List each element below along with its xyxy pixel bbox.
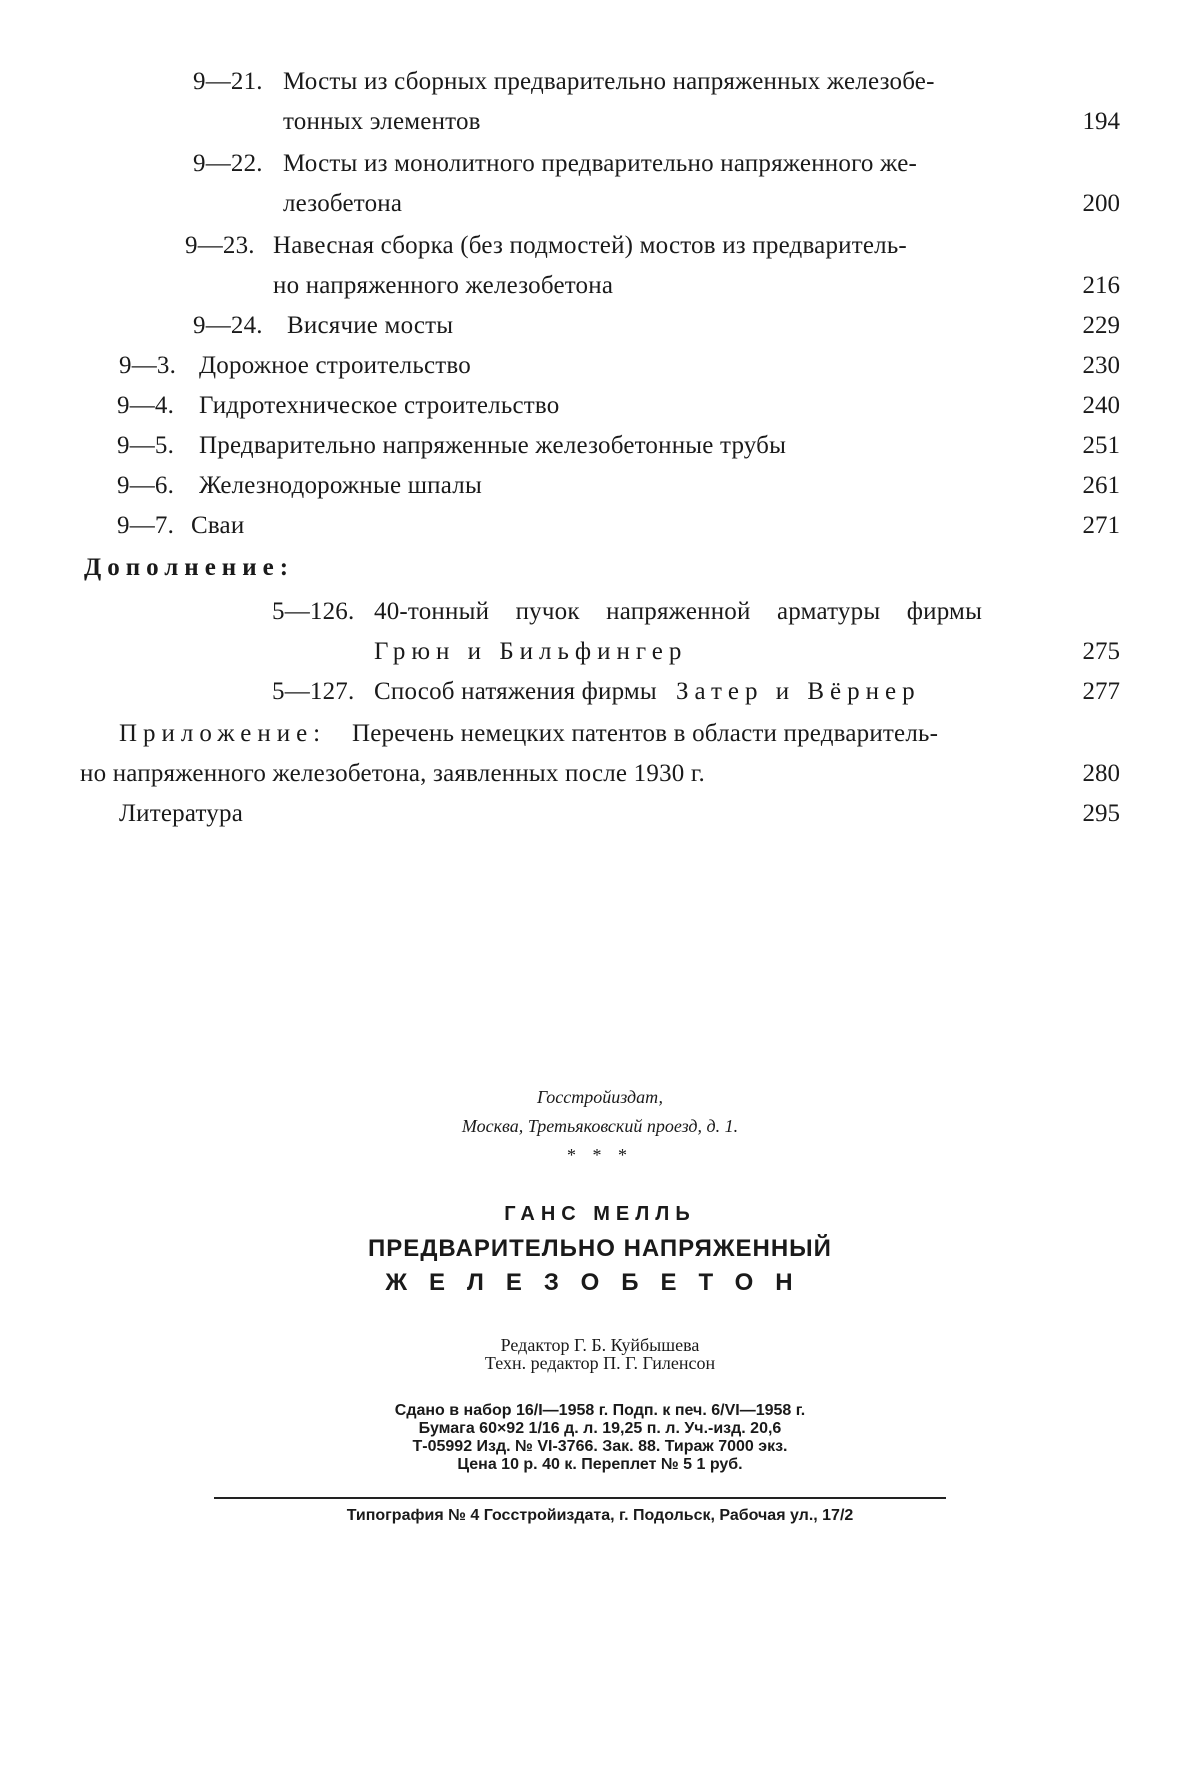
supplement-entry-number: 5—127.: [272, 678, 355, 705]
book-title-line2: ЖЕЛЕЗОБЕТОН: [385, 1269, 815, 1296]
toc-page-number: 216: [1082, 272, 1120, 299]
toc-entry-title: Гидротехническое строительство: [199, 392, 560, 419]
toc-page-number: 251: [1082, 432, 1120, 459]
tech-editor-credit: Техн. редактор П. Г. Гиленсон: [484, 1353, 716, 1373]
print-meta-line: Т-05992 Изд. № VI-3766. Зак. 88. Тираж 7000 экз.: [412, 1438, 788, 1455]
toc-entry-title: Мосты из сборных предварительно напряженных железобе-: [283, 68, 935, 95]
toc-entry-number: 9—5.: [117, 432, 175, 459]
toc-entry-number: 9—23.: [185, 232, 255, 259]
printer-line: Типография № 4 Госстройиздата, г. Подольск, Рабочая ул., 17/2: [346, 1507, 854, 1524]
toc-page-number: 230: [1082, 352, 1120, 379]
editor-credit: Редактор Г. Б. Куйбышева: [500, 1335, 700, 1355]
toc-entry-title: Висячие мосты: [287, 312, 454, 339]
print-meta-line: Бумага 60×92 1/16 д. л. 19,25 п. л. Уч.-изд. 20,6: [418, 1420, 782, 1437]
toc-entry-number: 9—21.: [193, 68, 263, 95]
toc-page-number: 271: [1082, 512, 1120, 539]
publisher-address: Москва, Третьяковский проезд, д. 1.: [461, 1116, 739, 1136]
toc-page-number: 280: [1082, 760, 1120, 787]
appendix-text: Перечень немецких патентов в области предваритель-: [352, 720, 939, 747]
separator-stars: * * *: [567, 1145, 633, 1165]
toc-page-number: 275: [1082, 638, 1120, 665]
supplement-entry-number: 5—126.: [272, 598, 355, 625]
colophon-rule: [214, 1497, 946, 1499]
toc-entry-number: 9—24.: [193, 312, 263, 339]
print-meta-line: Сдано в набор 16/I—1958 г. Подп. к печ. 6/VI—1958 г.: [394, 1402, 806, 1419]
toc-entry-title: Навесная сборка (без подмостей) мостов из предваритель-: [273, 232, 907, 259]
toc-page-number: 277: [1082, 678, 1120, 705]
toc-entry-title: Сваи: [191, 512, 245, 539]
supplement-entry-title: 40-тонный пучок напряженной арматуры фирмы: [374, 598, 983, 625]
book-title-line1: ПРЕДВАРИТЕЛЬНО НАПРЯЖЕННЫЙ: [368, 1235, 832, 1262]
print-meta-line: Цена 10 р. 40 к. Переплет № 5 1 руб.: [457, 1456, 743, 1473]
book-author: ГАНС МЕЛЛЬ: [504, 1203, 696, 1225]
appendix-text-cont: но напряженного железобетона, заявленных после 1930 г.: [80, 760, 706, 787]
supplement-entry-title: Способ натяжения фирмы: [374, 678, 657, 705]
toc-page-number: 261: [1082, 472, 1120, 499]
toc-entry-title: Предварительно напряженные железобетонные трубы: [199, 432, 787, 459]
toc-page-number: 240: [1082, 392, 1120, 419]
toc-entry-number: 9—4.: [117, 392, 175, 419]
literature-label: Литература: [119, 800, 243, 827]
supplement-heading: Дополнение:: [84, 554, 295, 581]
toc-entry-number: 9—22.: [193, 150, 263, 177]
toc-entry-title: Железнодорожные шпалы: [199, 472, 482, 499]
toc-page-number: 295: [1082, 800, 1120, 827]
toc-page-number: 200: [1082, 190, 1120, 217]
publisher-name: Госстройиздат,: [536, 1087, 664, 1107]
toc-entry-title-cont: лезобетона: [283, 190, 403, 217]
toc-entry-title-cont: тонных элементов: [283, 108, 481, 135]
supplement-entry-company: Грюн и Бильфингер: [374, 638, 688, 665]
appendix-label: Приложение:: [119, 720, 327, 747]
toc-entry-title: Дорожное строительство: [199, 352, 471, 379]
supplement-entry-company: Затер и Вёрнер: [676, 678, 921, 705]
toc-entry-number: 9—7.: [117, 512, 175, 539]
toc-entry-title: Мосты из монолитного предварительно напряженного же-: [283, 150, 918, 177]
toc-entry-number: 9—3.: [119, 352, 177, 379]
toc-page-number: 194: [1082, 108, 1120, 135]
toc-entry-title-cont: но напряженного железобетона: [273, 272, 614, 299]
toc-entry-number: 9—6.: [117, 472, 175, 499]
toc-page-number: 229: [1082, 312, 1120, 339]
